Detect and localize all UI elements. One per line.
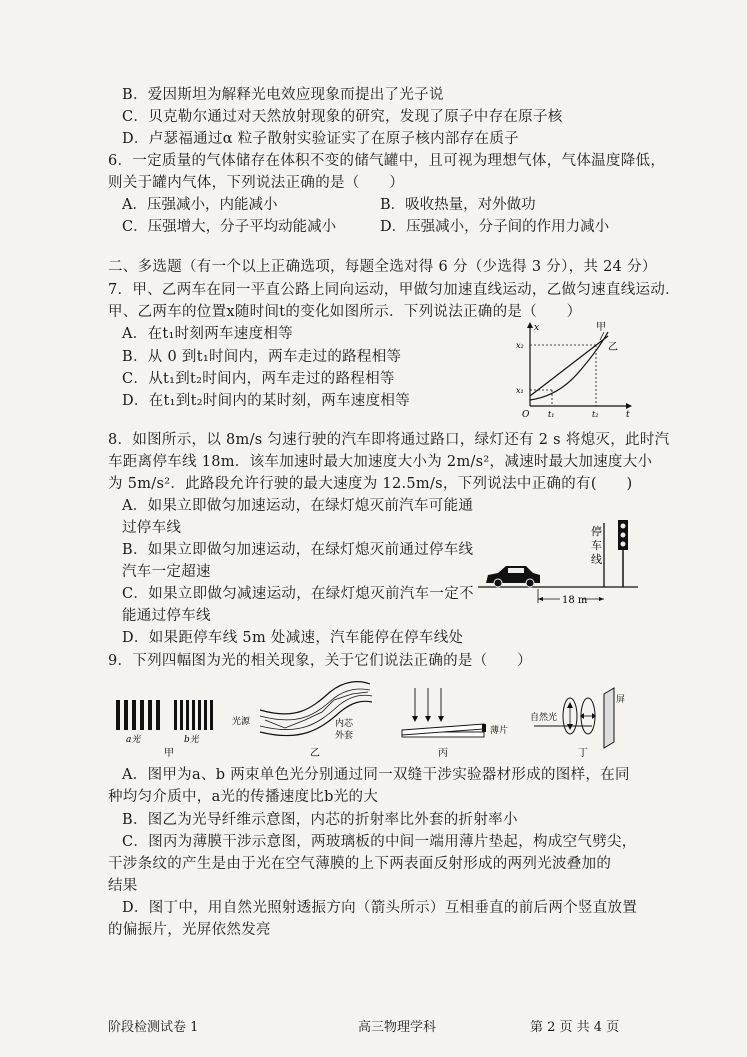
section2-title: 二、多选题（有一个以上正确选项，每题全选对得 6 分（少选得 3 分），共 24 分） xyxy=(108,259,657,275)
q9-option-b: B．图乙为光导纤维示意图，内芯的折射率比外套的折射率小 xyxy=(122,812,518,828)
q8-stem-line1: 8．如图所示，以 8m/s 匀速行驶的汽车即将通过路口，绿灯还有 2 s 将熄灭，此时汽 xyxy=(108,432,670,448)
footer-subject: 高三物理学科 xyxy=(358,1020,437,1035)
fringe-a-3 xyxy=(132,700,136,730)
car-wheel-rear xyxy=(526,579,534,587)
q8-option-d: D．如果距停车线 5m 处减速，汽车能停在停车线处 xyxy=(122,630,464,646)
q6-stem-line1: 6．一定质量的气体储存在体积不变的储气罐中，且可视为理想气体，气体温度降低， xyxy=(108,153,666,169)
x-axis-arrow xyxy=(626,403,632,409)
distance-arrowhead-right xyxy=(599,597,604,601)
fiber-outer-top xyxy=(260,682,370,714)
q8-option-a-line1: A．如果立即做匀加速运动，在绿灯熄灭前汽车可能通 xyxy=(122,498,474,514)
label-yi: 乙 xyxy=(310,748,320,759)
q6-option-b: B．吸收热量，对外做功 xyxy=(380,197,536,213)
q7-stem-line2: 甲、乙两车的位置x随时间t的变化如图所示．下列说法正确的是（ ） xyxy=(108,304,582,320)
q9-option-d-line1: D．图丁中，用自然光照射透振方向（箭头所示）互相垂直的前后两个竖直放置 xyxy=(122,900,638,916)
fiber-outer-bottom xyxy=(260,701,372,735)
label-ding: 丁 xyxy=(578,748,588,759)
q6-option-c: C．压强增大，分子平均动能减小 xyxy=(122,219,337,235)
q9-figures xyxy=(110,680,630,760)
label-jia: 甲 xyxy=(164,748,174,759)
q8-option-c-line2: 能通过停车线 xyxy=(122,608,211,624)
traffic-light-lamp-2 xyxy=(621,533,626,538)
label-core: 内芯 xyxy=(335,719,354,729)
car-wheel-front xyxy=(494,579,502,587)
q6-option-d: D．压强减小，分子间的作用力减小 xyxy=(380,219,610,235)
q8-option-b-line1: B．如果立即做匀加速运动，在绿灯熄灭前通过停车线 xyxy=(122,542,474,558)
stop-line-char-3: 线 xyxy=(591,553,602,566)
q9-option-a-line2: 种均匀介质中，a光的传播速度比b光的大 xyxy=(108,789,379,805)
thin-spacer xyxy=(482,724,486,732)
q8-option-b-line2: 汽车一定超速 xyxy=(122,564,211,580)
fringe-b-1 xyxy=(174,700,177,730)
origin-label: O xyxy=(522,410,530,420)
q9-option-c-line2: 干涉条纹的产生是由于光在空气薄膜的上下两表面反射形成的两列光波叠加的 xyxy=(108,856,612,872)
fringe-a-6 xyxy=(156,700,160,730)
label-natural: 自然光 xyxy=(530,713,558,723)
fringe-b-4 xyxy=(192,700,195,730)
label-b-light: b光 xyxy=(184,735,199,745)
axis-label-t: t xyxy=(626,410,630,420)
label-cladding: 外套 xyxy=(335,731,354,741)
fringe-b-3 xyxy=(186,700,189,730)
q8-stem-line2: 车距离停车线 18m．该车加速时最大加速度大小为 2m/s²，减速时最大加速度大小 xyxy=(108,454,653,470)
ray-arrow-1 xyxy=(412,716,418,722)
q7-option-a: A．在t₁时刻两车速度相等 xyxy=(122,326,294,342)
light-screen xyxy=(604,688,614,748)
q8-option-a-line2: 过停车线 xyxy=(122,520,182,536)
q8-stem-line3: 为 5m/s²．此路段允许行驶的最大速度为 12.5m/s，下列说法中正确的有( ) xyxy=(108,476,633,492)
fringe-a-2 xyxy=(124,700,128,730)
q9-option-c-line3: 结果 xyxy=(108,878,138,894)
label-thin: 薄片 xyxy=(490,726,509,736)
fringe-a-4 xyxy=(140,700,144,730)
label-a-light: a光 xyxy=(126,735,141,745)
q9-option-c-line1: C．图丙为薄膜干涉示意图，两玻璃板的中间一端用薄片垫起，构成空气劈尖， xyxy=(122,834,637,850)
distance-arrowhead-left xyxy=(538,597,543,601)
q5-option-b: B．爱因斯坦为解释光电效应现象而提出了光子说 xyxy=(122,87,444,103)
q9-option-a-line1: A．图甲为a、b 两束单色光分别通过同一双缝干涉实验器材形成的图样，在同 xyxy=(122,767,630,783)
q8-option-c-line1: C．如果立即做匀减速运动，在绿灯熄灭前汽车一定不 xyxy=(122,586,474,602)
q5-option-d: D．卢瑟福通过α 粒子散射实验证实了在原子核内部存在质子 xyxy=(122,131,519,147)
q7-stem-line1: 7．甲、乙两车在同一平直公路上同向运动，甲做匀加速直线运动，乙做匀速直线运动． xyxy=(108,282,680,298)
q7-option-c: C．从t₁到t₂时间内，两车走过的路程相等 xyxy=(122,371,395,387)
axis-label-x: x xyxy=(534,323,540,333)
traffic-light-lamp-1 xyxy=(621,524,626,529)
fringe-a-5 xyxy=(148,700,152,730)
stop-line-label xyxy=(591,524,606,566)
ray-arrow-2 xyxy=(425,716,431,722)
stop-line-char-2: 车 xyxy=(591,539,602,552)
fringe-b-2 xyxy=(180,700,183,730)
tick-label-x2: x₂ xyxy=(516,341,524,350)
q7-position-time-graph xyxy=(508,318,638,423)
ray-arrow-3 xyxy=(438,716,444,722)
q5-option-c: C．贝克勒尔通过对天然放射现象的研究，发现了原子中存在原子核 xyxy=(122,109,563,125)
label-screen: 屏 xyxy=(616,695,626,705)
footer-exam-name: 阶段检测试卷 1 xyxy=(108,1020,199,1035)
footer-page-number: 第 2 页 共 4 页 xyxy=(530,1020,620,1035)
q6-option-a: A．压强减小，内能减小 xyxy=(122,197,278,213)
q9-option-d-line2: 的偏振片，光屏依然发亮 xyxy=(108,922,271,938)
curve-label-yi: 乙 xyxy=(608,342,618,353)
polarizer-1-arrow-up xyxy=(567,702,573,708)
fig-jia-fringes-b xyxy=(174,700,213,730)
q9-stem: 9．下列四幅图为光的相关现象，关于它们说法正确的是（ ） xyxy=(108,653,532,669)
fringe-a-1 xyxy=(116,700,120,730)
q7-option-d: D．在t₁到t₂时间内的某时刻，两车速度相等 xyxy=(122,393,411,409)
fringe-b-6 xyxy=(204,700,207,730)
label-source: 光源 xyxy=(232,717,251,727)
tick-label-x1: x₁ xyxy=(516,386,524,395)
q7-option-b: B．从 0 到t₁时间内，两车走过的路程相等 xyxy=(122,349,402,365)
car-window xyxy=(508,568,524,573)
q8-road-figure xyxy=(478,515,648,615)
traffic-light-lamp-3 xyxy=(621,542,626,547)
polarizer-1-arrow-down xyxy=(567,724,573,730)
q6-stem-line2: 则关于罐内气体，下列说法正确的是（ ） xyxy=(108,175,404,191)
label-bing: 丙 xyxy=(438,748,448,759)
stop-line-char-1: 停 xyxy=(591,525,602,538)
fringe-b-7 xyxy=(210,700,213,730)
tick-label-t1: t₁ xyxy=(548,410,555,419)
curve-label-jia: 甲 xyxy=(596,322,606,333)
fringe-b-5 xyxy=(198,700,201,730)
distance-label: 18 m xyxy=(562,595,588,606)
y-axis-arrow xyxy=(527,322,533,328)
fig-jia-fringes-a xyxy=(116,700,160,730)
tick-label-t2: t₂ xyxy=(592,410,599,419)
